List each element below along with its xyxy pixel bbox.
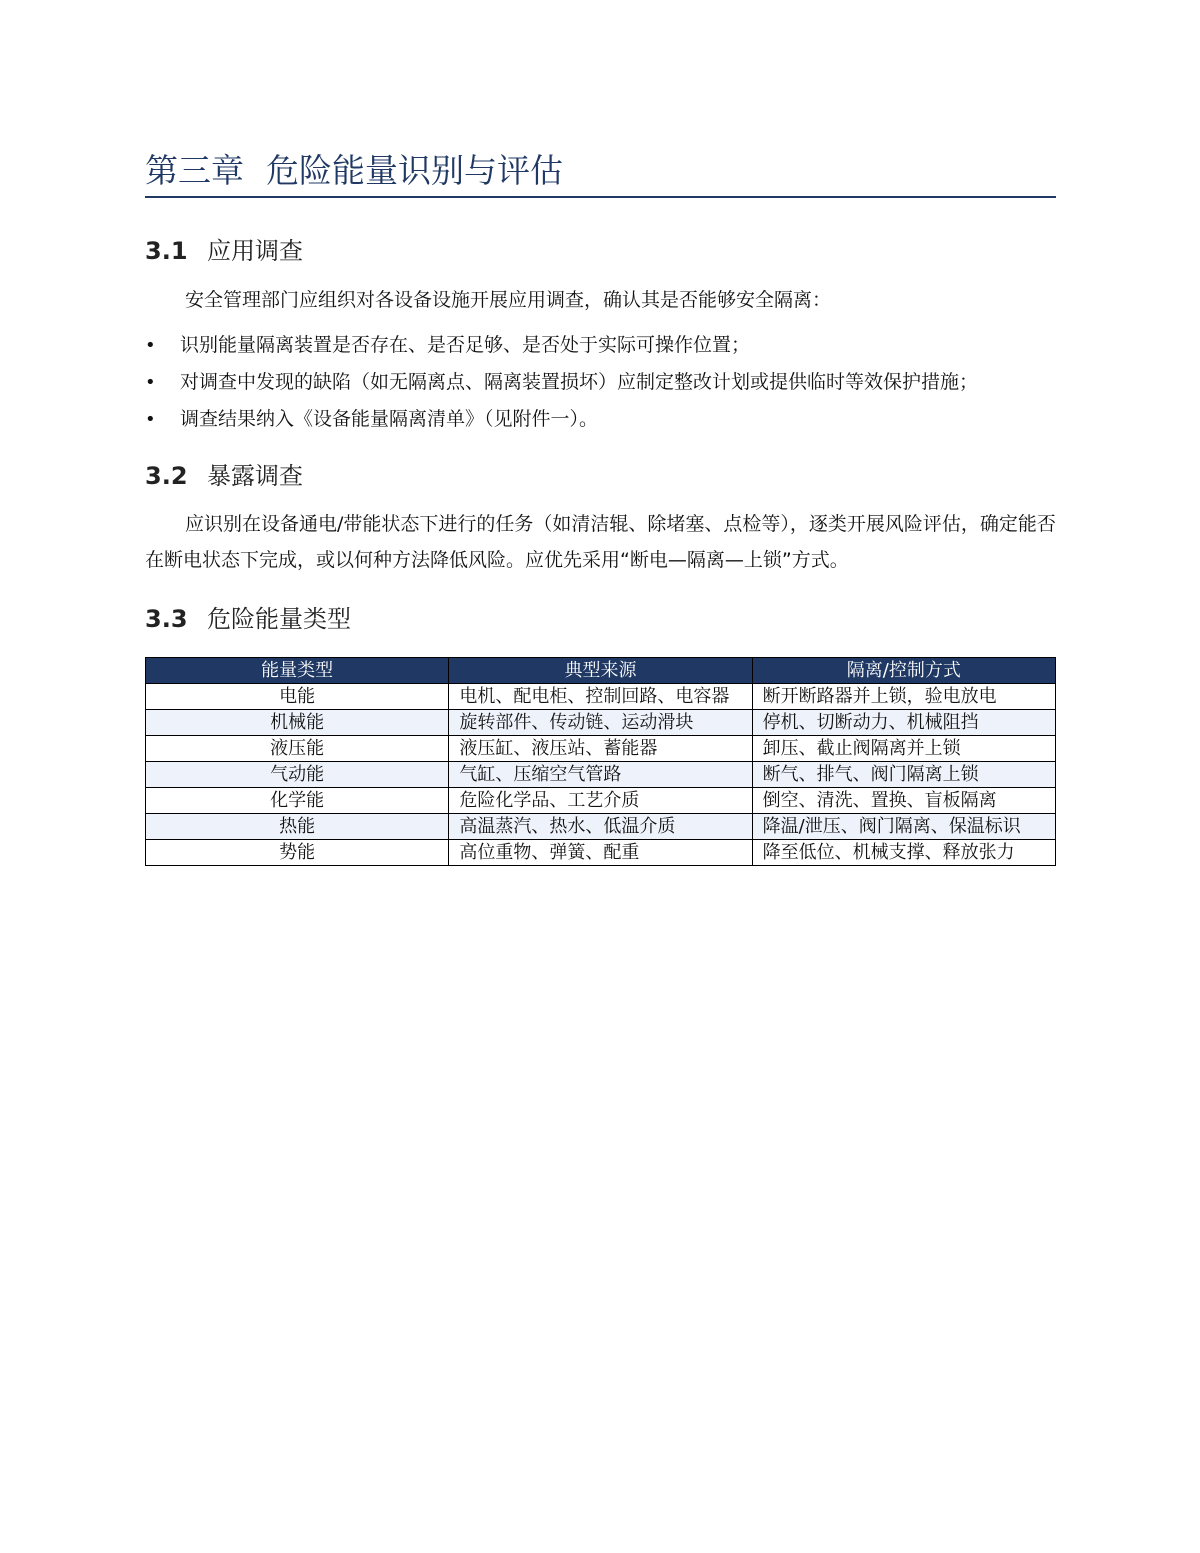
chapter-title-text: 危险能量识别与评估 [266,151,563,190]
table-cell: 机械能 [146,710,449,736]
section-title: 应用调查 [207,237,303,265]
section-title: 暴露调查 [207,462,303,490]
table-cell: 降至低位、机械支撑、释放张力 [752,840,1055,866]
table-cell: 倒空、清洗、置换、盲板隔离 [752,788,1055,814]
intro-text: 安全管理部门应组织对各设备设施开展应用调查，确认其是否能够安全隔离： [185,289,832,311]
bullet-icon: • [145,335,156,356]
list-item-text: 识别能量隔离装置是否存在、是否足够、是否处于实际可操作位置； [180,334,751,356]
table-row [146,736,1056,762]
table-row [146,762,1056,788]
table-row [146,840,1056,866]
table-header-cell: 隔离/控制方式 [752,658,1055,684]
list-item [145,401,1056,438]
section-number: 3.2 [145,462,188,490]
table-cell: 高位重物、弹簧、配重 [449,840,752,866]
table-header-cell: 典型来源 [449,658,752,684]
list-item-text: 对调查中发现的缺陷（如无隔离点、隔离装置损坏）应制定整改计划或提供临时等效保护措施； [180,371,979,393]
section-heading-3-3 [145,604,351,634]
table-cell: 断气、排气、阀门隔离上锁 [752,762,1055,788]
table-cell: 液压能 [146,736,449,762]
table-cell: 卸压、截止阀隔离并上锁 [752,736,1055,762]
chapter-number: 第三章 [145,151,244,190]
section-heading-3-1 [145,236,303,266]
table-cell: 旋转部件、传动链、运动滑块 [449,710,752,736]
table-cell: 高温蒸汽、热水、低温介质 [449,814,752,840]
section-heading-3-2 [145,461,303,491]
table-cell: 电能 [146,684,449,710]
table-cell: 危险化学品、工艺介质 [449,788,752,814]
table-cell: 化学能 [146,788,449,814]
bullet-icon: • [145,409,156,430]
bullet-list [145,327,1056,438]
energy-type-table [145,657,1056,866]
table-row [146,684,1056,710]
table-cell: 断开断路器并上锁，验电放电 [752,684,1055,710]
table-cell: 液压缸、液压站、蓄能器 [449,736,752,762]
table-header-row [146,658,1056,684]
table-cell: 电机、配电柜、控制回路、电容器 [449,684,752,710]
table-cell: 气缸、压缩空气管路 [449,762,752,788]
table-cell: 热能 [146,814,449,840]
section-3-2-paragraph [145,506,1056,578]
list-item-text: 调查结果纳入《设备能量隔离清单》（见附件一）。 [180,408,599,430]
table-header-cell: 能量类型 [146,658,449,684]
chapter-title [145,148,1056,198]
bullet-icon: • [145,372,156,393]
table-cell: 停机、切断动力、机械阻挡 [752,710,1055,736]
list-item [145,327,1056,364]
table-row [146,814,1056,840]
table-cell: 势能 [146,840,449,866]
list-item [145,364,1056,401]
table-cell: 降温/泄压、阀门隔离、保温标识 [752,814,1055,840]
table-row [146,788,1056,814]
section-3-1-intro [145,282,1056,318]
paragraph-text: 应识别在设备通电/带能状态下进行的任务（如清洁辊、除堵塞、点检等），逐类开展风险评估，确定能否在断电状态下完成，或以何种方法降低风险。应优先采用“断电—隔离—上锁”方式。 [145,513,1056,571]
table-row [146,710,1056,736]
section-title: 危险能量类型 [207,605,351,633]
section-number: 3.1 [145,237,188,265]
table-cell: 气动能 [146,762,449,788]
section-number: 3.3 [145,605,188,633]
